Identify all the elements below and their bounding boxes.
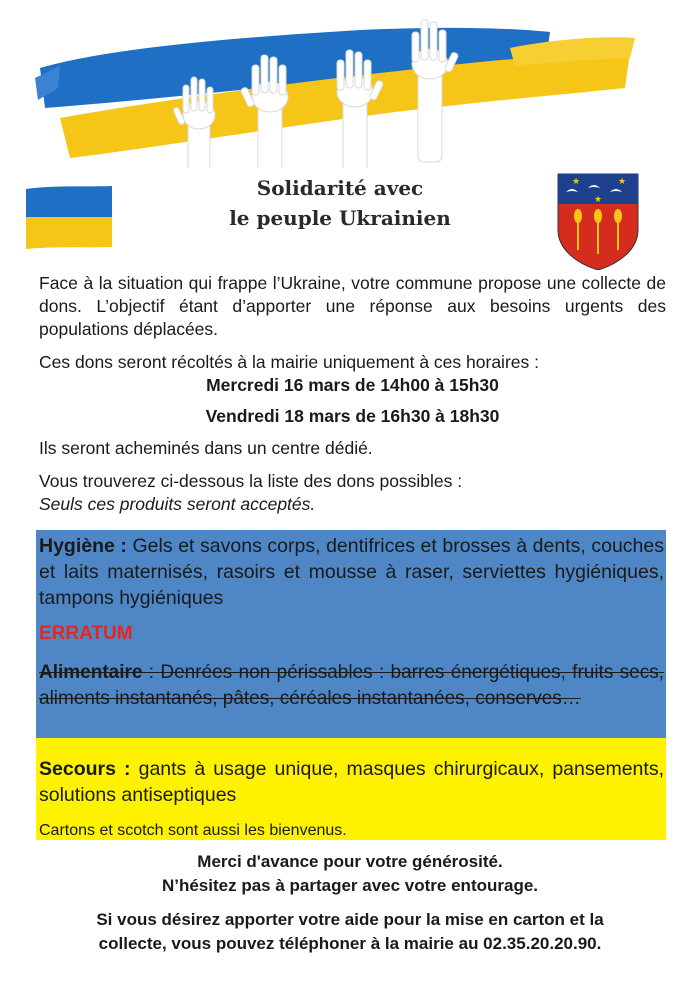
hygiene-section	[39, 533, 664, 611]
secours-section	[39, 756, 664, 808]
contact-line1: Si vous désirez apporter votre aide pour la mise en carton et la	[96, 910, 604, 929]
intro-paragraph: Face à la situation qui frappe l’Ukraine, votre commune propose une collecte de dons. L’objectif étant d’apporter une réponse aux besoins urgents des populations déplacées.	[39, 273, 666, 339]
list-intro: Vous trouverez ci-dessous la liste des dons possibles :	[39, 471, 463, 491]
schedule-intro: Ces dons seront récoltés à la mairie uniquement à ces horaires :	[39, 352, 539, 372]
hygiene-label: Hygiène :	[39, 535, 127, 557]
schedule-slot-2: Vendredi 18 mars de 16h30 à 18h30	[205, 406, 500, 426]
alimentaire-text: : Denrées non périssables : barres énergétiques, fruits secs, aliments instantanés, pâtes, céréales instantanées, conserves…	[39, 662, 664, 709]
secours-label: Secours :	[39, 758, 131, 780]
coat-of-arms-icon	[556, 170, 640, 270]
thanks-line2: N’hésitez pas à partager avec votre entourage.	[161, 876, 539, 895]
cartons-text: Cartons et scotch sont aussi les bienvenus.	[39, 822, 347, 839]
page-title-line2: le peuple Ukrainien	[229, 206, 451, 230]
schedule-slot-1: Mercredi 16 mars de 14h00 à 15h30	[206, 375, 499, 395]
hygiene-text: Gels et savons corps, dentifrices et brosses à dents, couches et laits maternisés, rasoirs et mousse à raser, serviettes hygiéniques, tampons hygiéniques	[39, 535, 664, 609]
alimentaire-label: Alimentaire	[39, 662, 143, 683]
contact-line2: collecte, vous pouvez téléphoner à la mairie au 02.35.20.20.90.	[98, 934, 602, 953]
alimentaire-section	[39, 660, 664, 712]
thanks-line1: Merci d'avance pour votre générosité.	[197, 852, 503, 871]
routing-text: Ils seront acheminés dans un centre dédié.	[39, 438, 373, 458]
erratum-label: ERRATUM	[39, 623, 133, 644]
page-title-line1: Solidarité avec	[256, 176, 424, 200]
svg-text:★: ★	[594, 195, 603, 205]
svg-text:★: ★	[618, 177, 627, 187]
list-note: Seuls ces produits seront acceptés.	[39, 494, 316, 514]
secours-text: gants à usage unique, masques chirurgicaux, pansements, solutions antiseptiques	[39, 758, 664, 806]
ukraine-flag-icon	[24, 185, 114, 249]
svg-text:★: ★	[572, 177, 581, 187]
raised-hands-banner	[30, 8, 640, 168]
